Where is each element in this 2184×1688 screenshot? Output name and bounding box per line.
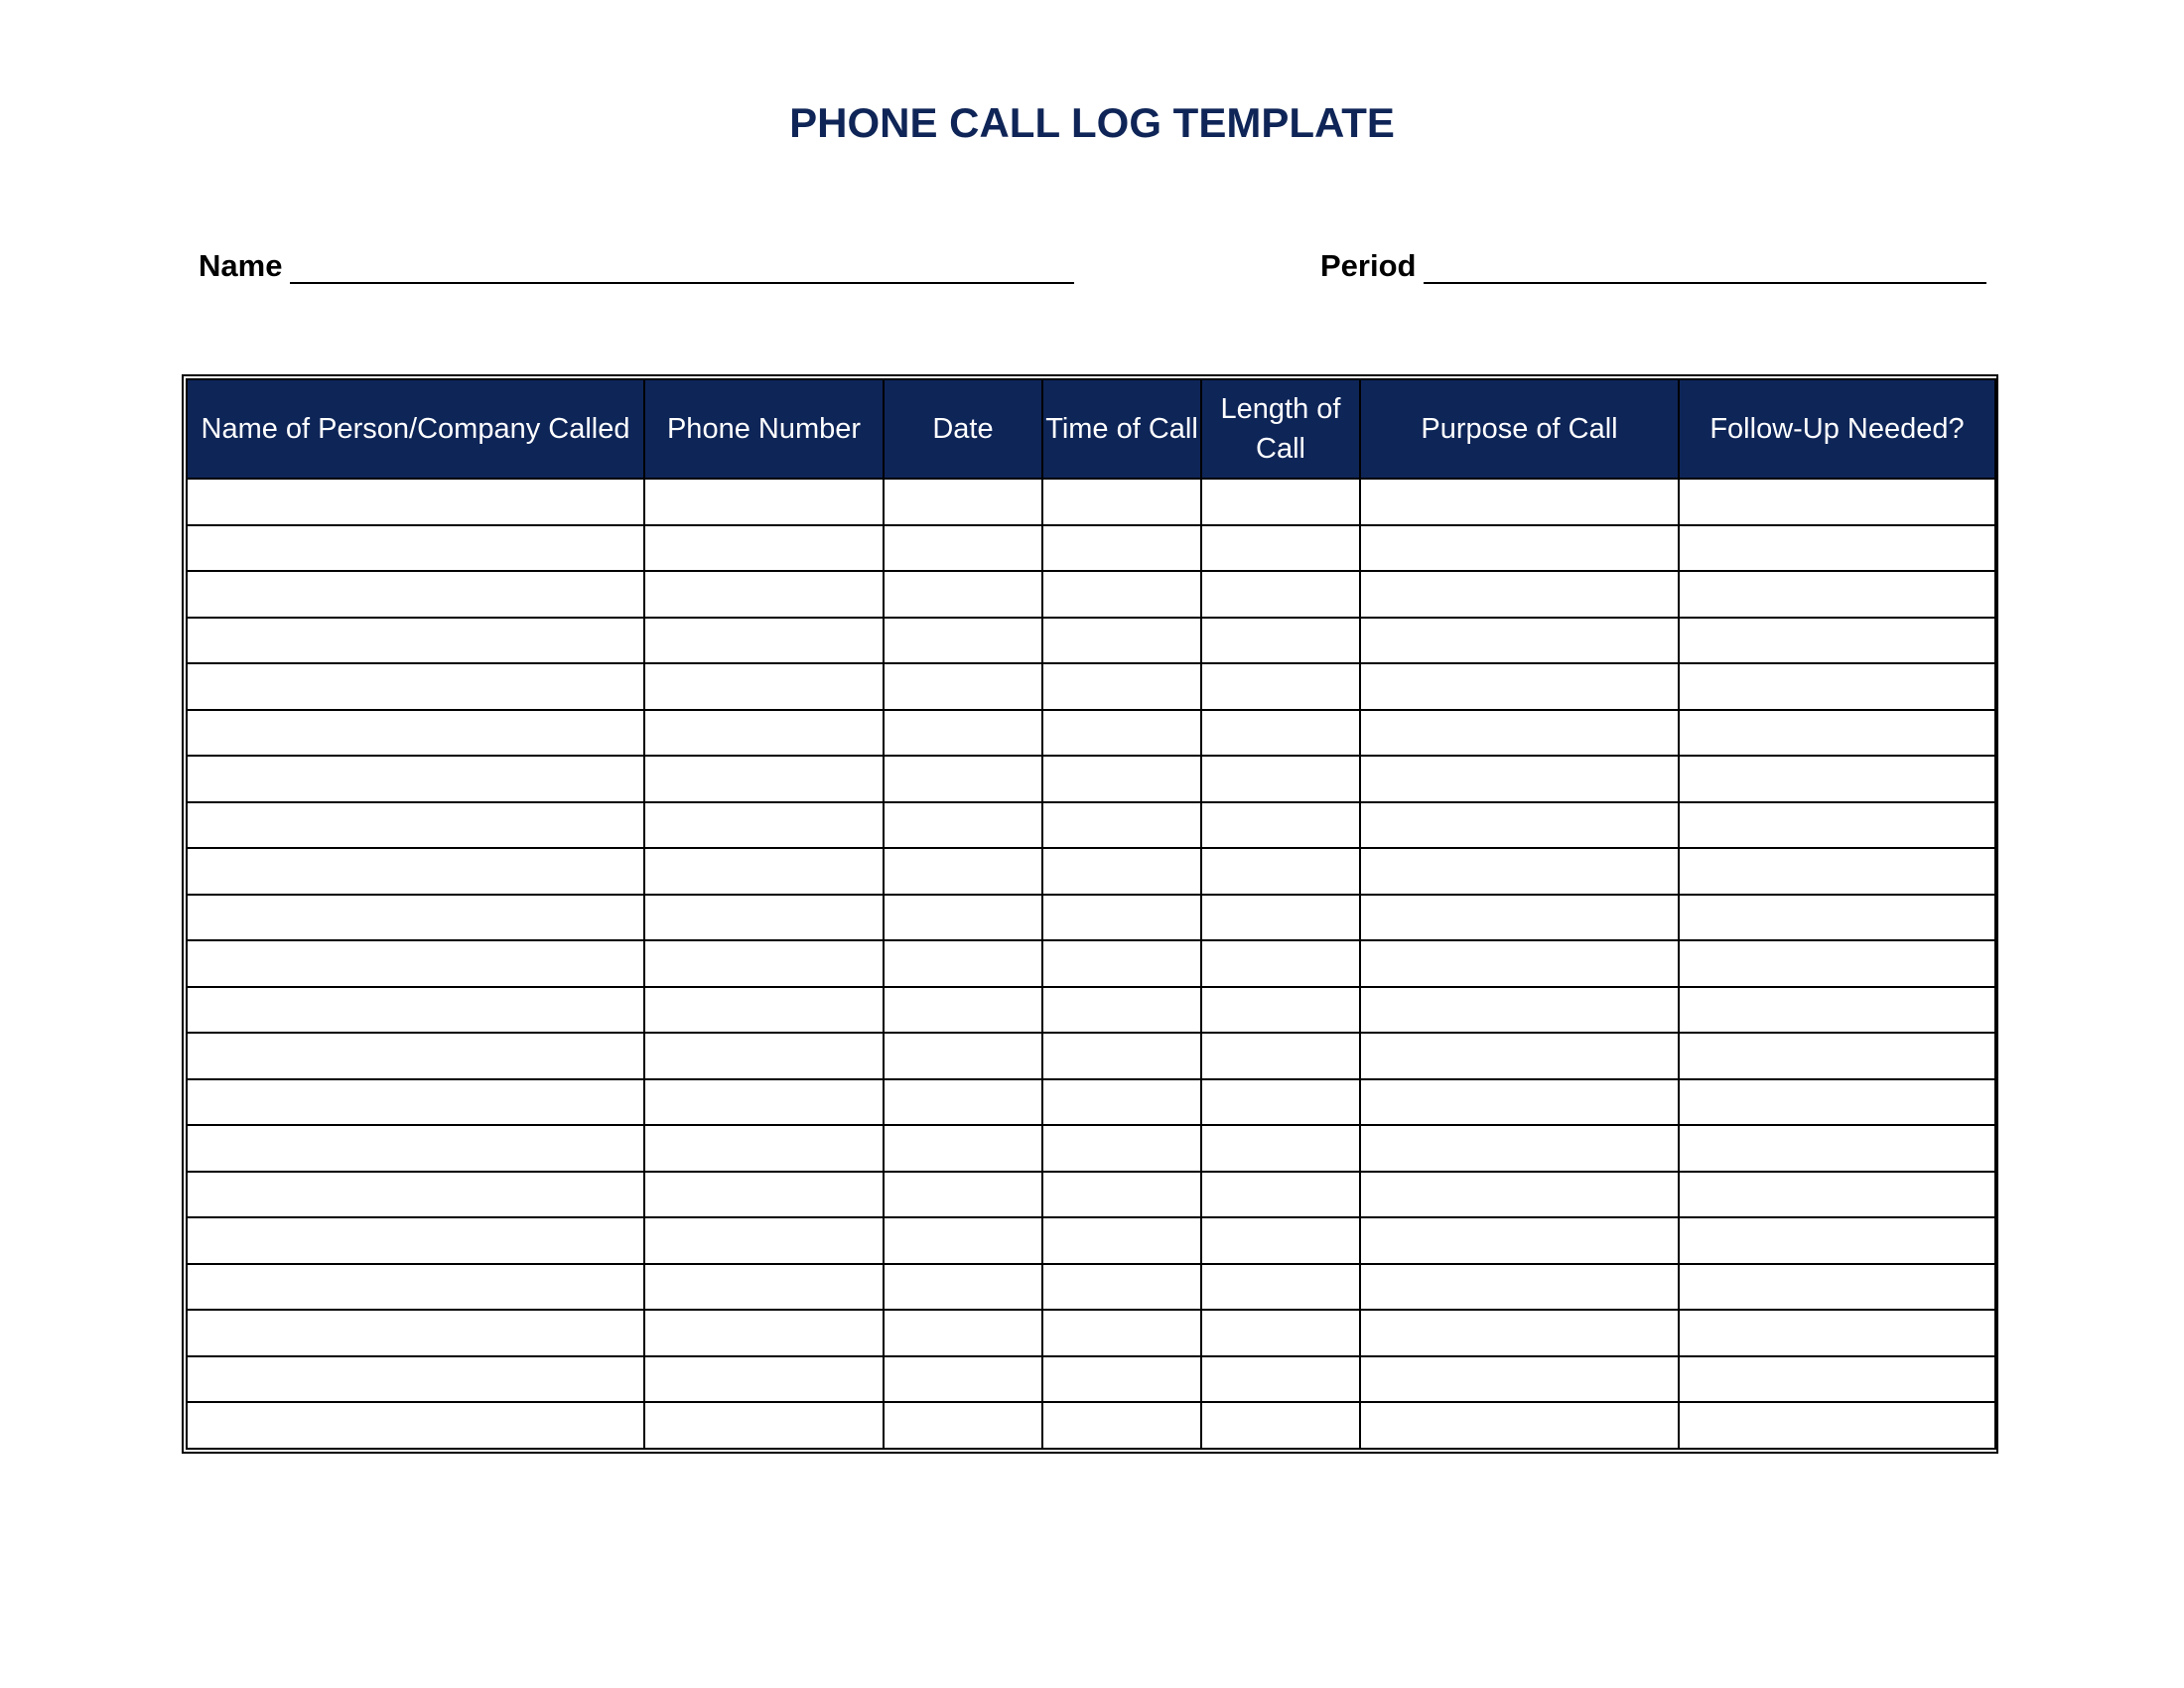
- name-field: [199, 248, 1074, 284]
- column-header-date: Date: [884, 379, 1042, 479]
- table-cell[interactable]: [644, 1356, 884, 1403]
- table-cell[interactable]: [644, 479, 884, 525]
- table-cell[interactable]: [1679, 618, 1995, 664]
- table-cell[interactable]: [1201, 1356, 1360, 1403]
- table-cell[interactable]: [884, 571, 1042, 618]
- call-log-table-frame: [182, 374, 1998, 1454]
- table-cell[interactable]: [187, 1356, 644, 1403]
- table-cell[interactable]: [187, 479, 644, 525]
- table-cell[interactable]: [1042, 1172, 1201, 1218]
- table-cell[interactable]: [187, 1264, 644, 1311]
- table-cell[interactable]: [1360, 525, 1679, 572]
- table-cell[interactable]: [187, 1172, 644, 1218]
- period-blank-line[interactable]: [1424, 252, 1986, 284]
- table-cell[interactable]: [1679, 710, 1995, 757]
- table-cell[interactable]: [1360, 1402, 1679, 1449]
- table-cell[interactable]: [644, 663, 884, 710]
- table-cell[interactable]: [187, 848, 644, 895]
- table-cell[interactable]: [884, 479, 1042, 525]
- table-row: [187, 663, 1995, 710]
- table-cell[interactable]: [1201, 1402, 1360, 1449]
- table-row: [187, 1310, 1995, 1356]
- name-label: Name: [199, 248, 283, 283]
- header-row: [187, 379, 1995, 479]
- table-cell[interactable]: [1042, 618, 1201, 664]
- period-label: Period: [1320, 248, 1417, 283]
- call-log-table: [186, 378, 1996, 1450]
- table-cell[interactable]: [1201, 1033, 1360, 1079]
- table-cell[interactable]: [884, 848, 1042, 895]
- table-cell[interactable]: [1201, 479, 1360, 525]
- table-cell[interactable]: [1042, 479, 1201, 525]
- table-cell[interactable]: [1201, 756, 1360, 802]
- table-row: [187, 1172, 1995, 1218]
- table-cell[interactable]: [884, 895, 1042, 941]
- table-cell[interactable]: [884, 1217, 1042, 1264]
- table-cell[interactable]: [1201, 940, 1360, 987]
- column-header-follow-up-needed: Follow-Up Needed?: [1679, 379, 1995, 479]
- table-cell[interactable]: [644, 571, 884, 618]
- table-cell[interactable]: [1360, 756, 1679, 802]
- table-cell[interactable]: [1201, 1310, 1360, 1356]
- table-cell[interactable]: [1360, 1079, 1679, 1126]
- table-row: [187, 571, 1995, 618]
- table-cell[interactable]: [1042, 895, 1201, 941]
- table-cell[interactable]: [1201, 1264, 1360, 1311]
- table-cell[interactable]: [644, 1310, 884, 1356]
- table-cell[interactable]: [1360, 663, 1679, 710]
- table-cell[interactable]: [1201, 1079, 1360, 1126]
- column-header-time-of-call: Time of Call: [1042, 379, 1201, 479]
- table-cell[interactable]: [1042, 525, 1201, 572]
- table-cell[interactable]: [1360, 940, 1679, 987]
- table-row: [187, 756, 1995, 802]
- table-cell[interactable]: [1679, 1079, 1995, 1126]
- table-row: [187, 1402, 1995, 1449]
- table-cell[interactable]: [644, 1402, 884, 1449]
- table-cell[interactable]: [884, 987, 1042, 1034]
- table-cell[interactable]: [644, 710, 884, 757]
- table-cell[interactable]: [1201, 1125, 1360, 1172]
- table-cell[interactable]: [1360, 1125, 1679, 1172]
- table-cell[interactable]: [1042, 1356, 1201, 1403]
- table-cell[interactable]: [187, 525, 644, 572]
- table-cell[interactable]: [1360, 710, 1679, 757]
- table-cell[interactable]: [1201, 1217, 1360, 1264]
- table-row: [187, 479, 1995, 525]
- table-cell[interactable]: [644, 1079, 884, 1126]
- table-cell[interactable]: [644, 940, 884, 987]
- table-cell[interactable]: [1042, 1217, 1201, 1264]
- table-cell[interactable]: [884, 1172, 1042, 1218]
- name-blank-line[interactable]: [290, 252, 1074, 284]
- table-cell[interactable]: [1679, 1033, 1995, 1079]
- table-cell[interactable]: [1679, 756, 1995, 802]
- table-cell[interactable]: [1042, 1125, 1201, 1172]
- table-cell[interactable]: [1042, 848, 1201, 895]
- table-cell[interactable]: [1360, 1264, 1679, 1311]
- column-header-length-of-call: Length of Call: [1201, 379, 1360, 479]
- table-cell[interactable]: [1679, 1217, 1995, 1264]
- table-cell[interactable]: [644, 1217, 884, 1264]
- table-header: [187, 379, 1995, 479]
- table-cell[interactable]: [1042, 710, 1201, 757]
- table-cell[interactable]: [884, 525, 1042, 572]
- period-field: [1320, 248, 1986, 284]
- table-cell[interactable]: [1360, 1217, 1679, 1264]
- table-cell[interactable]: [1201, 895, 1360, 941]
- table-body: [187, 479, 1995, 1449]
- table-cell[interactable]: [187, 756, 644, 802]
- table-cell[interactable]: [1042, 802, 1201, 849]
- table-cell[interactable]: [1679, 571, 1995, 618]
- table-cell[interactable]: [644, 1125, 884, 1172]
- table-cell[interactable]: [884, 663, 1042, 710]
- table-cell[interactable]: [1679, 525, 1995, 572]
- table-cell[interactable]: [1201, 710, 1360, 757]
- table-cell[interactable]: [1679, 479, 1995, 525]
- table-cell[interactable]: [1360, 1310, 1679, 1356]
- table-cell[interactable]: [1042, 1079, 1201, 1126]
- table-cell[interactable]: [1360, 479, 1679, 525]
- table-cell[interactable]: [884, 802, 1042, 849]
- column-header-phone-number: Phone Number: [644, 379, 884, 479]
- table-cell[interactable]: [187, 1310, 644, 1356]
- table-row: [187, 987, 1995, 1034]
- table-cell[interactable]: [1679, 802, 1995, 849]
- table-cell[interactable]: [644, 756, 884, 802]
- table-cell[interactable]: [1042, 1264, 1201, 1311]
- table-cell[interactable]: [187, 663, 644, 710]
- table-cell[interactable]: [187, 940, 644, 987]
- table-row: [187, 940, 1995, 987]
- table-cell[interactable]: [1360, 1033, 1679, 1079]
- table-cell[interactable]: [1360, 987, 1679, 1034]
- table-cell[interactable]: [1042, 663, 1201, 710]
- table-cell[interactable]: [187, 1033, 644, 1079]
- table-cell[interactable]: [187, 1217, 644, 1264]
- table-cell[interactable]: [644, 1264, 884, 1311]
- table-cell[interactable]: [1679, 1172, 1995, 1218]
- column-header-person-company: Name of Person/Company Called: [187, 379, 644, 479]
- table-cell[interactable]: [1679, 1125, 1995, 1172]
- table-cell[interactable]: [1679, 1264, 1995, 1311]
- table-cell[interactable]: [1042, 987, 1201, 1034]
- table-cell[interactable]: [187, 618, 644, 664]
- table-row: [187, 895, 1995, 941]
- table-cell[interactable]: [1679, 848, 1995, 895]
- table-row: [187, 1079, 1995, 1126]
- table-cell[interactable]: [644, 848, 884, 895]
- column-header-purpose-of-call: Purpose of Call: [1360, 379, 1679, 479]
- table-cell[interactable]: [1201, 571, 1360, 618]
- table-row: [187, 1217, 1995, 1264]
- table-cell[interactable]: [1360, 895, 1679, 941]
- table-cell[interactable]: [187, 1125, 644, 1172]
- page-title: PHONE CALL LOG TEMPLATE: [789, 99, 1395, 146]
- table-cell[interactable]: [1360, 1172, 1679, 1218]
- table-cell[interactable]: [1042, 756, 1201, 802]
- table-cell[interactable]: [884, 1264, 1042, 1311]
- table-cell[interactable]: [187, 987, 644, 1034]
- table-row: [187, 802, 1995, 849]
- table-row: [187, 848, 1995, 895]
- table-cell[interactable]: [644, 987, 884, 1034]
- table-cell[interactable]: [884, 1356, 1042, 1403]
- table-cell[interactable]: [884, 710, 1042, 757]
- table-row: [187, 710, 1995, 757]
- table-cell[interactable]: [1042, 1310, 1201, 1356]
- table-row: [187, 525, 1995, 572]
- table-cell[interactable]: [1201, 848, 1360, 895]
- table-cell[interactable]: [1201, 1172, 1360, 1218]
- table-cell[interactable]: [644, 1033, 884, 1079]
- table-cell[interactable]: [1679, 940, 1995, 987]
- table-row: [187, 1125, 1995, 1172]
- table-cell[interactable]: [1042, 940, 1201, 987]
- table-cell[interactable]: [1679, 895, 1995, 941]
- table-cell[interactable]: [187, 1079, 644, 1126]
- table-cell[interactable]: [187, 710, 644, 757]
- table-cell[interactable]: [884, 940, 1042, 987]
- table-cell[interactable]: [884, 1033, 1042, 1079]
- table-cell[interactable]: [1042, 571, 1201, 618]
- table-row: [187, 1264, 1995, 1311]
- table-cell[interactable]: [644, 525, 884, 572]
- table-cell[interactable]: [1201, 663, 1360, 710]
- table-cell[interactable]: [1201, 618, 1360, 664]
- table-cell[interactable]: [884, 756, 1042, 802]
- table-cell[interactable]: [1679, 663, 1995, 710]
- table-cell[interactable]: [884, 618, 1042, 664]
- table-cell[interactable]: [644, 802, 884, 849]
- table-cell[interactable]: [187, 802, 644, 849]
- table-row: [187, 618, 1995, 664]
- table-row: [187, 1356, 1995, 1403]
- table-cell[interactable]: [1679, 1356, 1995, 1403]
- table-cell[interactable]: [1360, 571, 1679, 618]
- table-cell[interactable]: [884, 1125, 1042, 1172]
- table-cell[interactable]: [884, 1402, 1042, 1449]
- table-cell[interactable]: [884, 1079, 1042, 1126]
- table-cell[interactable]: [1679, 1310, 1995, 1356]
- table-cell[interactable]: [187, 571, 644, 618]
- table-cell[interactable]: [1042, 1402, 1201, 1449]
- table-cell[interactable]: [1360, 802, 1679, 849]
- table-cell[interactable]: [1201, 525, 1360, 572]
- table-cell[interactable]: [644, 618, 884, 664]
- table-cell[interactable]: [644, 1172, 884, 1218]
- table-row: [187, 1033, 1995, 1079]
- table-cell[interactable]: [1360, 848, 1679, 895]
- table-cell[interactable]: [187, 895, 644, 941]
- table-cell[interactable]: [1679, 1402, 1995, 1449]
- table-cell[interactable]: [644, 895, 884, 941]
- table-cell[interactable]: [187, 1402, 644, 1449]
- table-cell[interactable]: [1360, 618, 1679, 664]
- table-cell[interactable]: [884, 1310, 1042, 1356]
- table-cell[interactable]: [1201, 987, 1360, 1034]
- table-cell[interactable]: [1360, 1356, 1679, 1403]
- table-cell[interactable]: [1201, 802, 1360, 849]
- table-cell[interactable]: [1679, 987, 1995, 1034]
- table-cell[interactable]: [1042, 1033, 1201, 1079]
